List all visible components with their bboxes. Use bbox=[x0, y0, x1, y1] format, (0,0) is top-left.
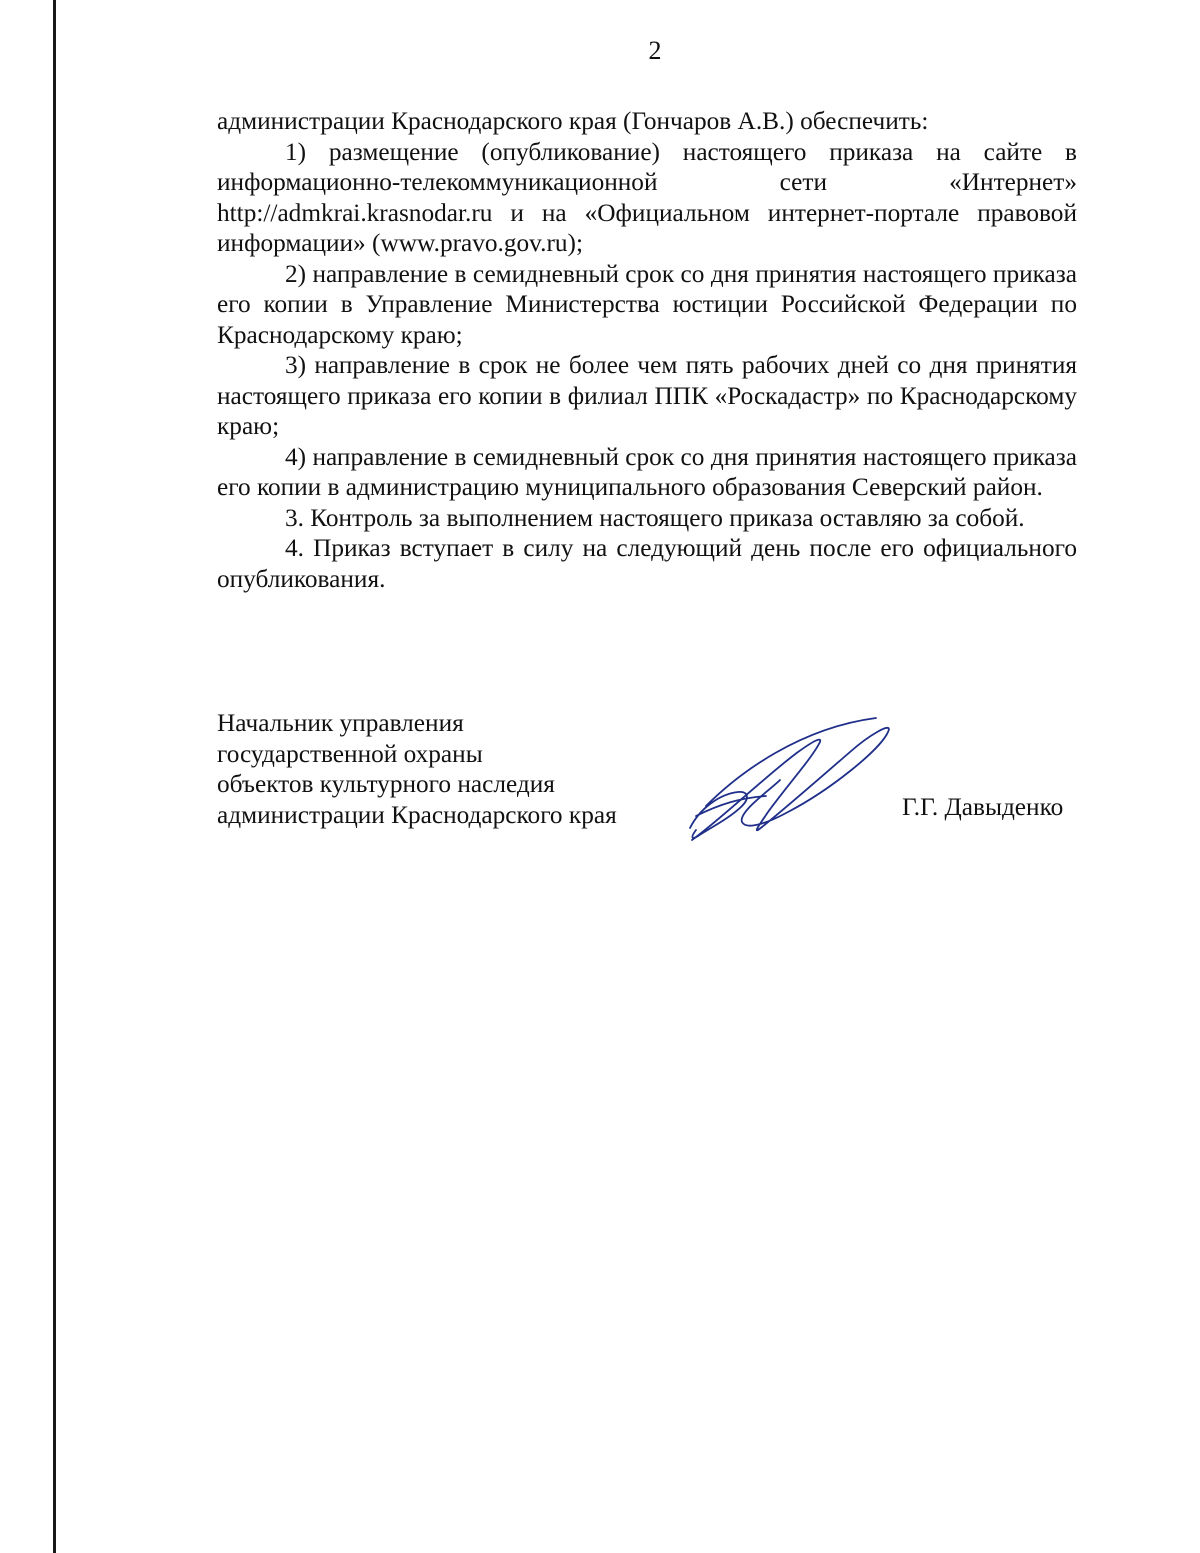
paragraph-item-2: 2) направление в семидневный срок со дня принятия настоящего приказа его копии в Управление Министерства юстиции Российской Федерации по Краснодарскому краю; bbox=[217, 259, 1077, 349]
signer-position-line: государственной охраны bbox=[217, 739, 483, 768]
paragraph-item-1: 1) размещение (опубликование) настоящего приказа на сайте в информационно-телекоммуникационной сети «Интернет» http://admkrai.krasnodar.ru и на «Официальном интернет-портале правовой информации» (www.pravo.gov.ru); bbox=[217, 137, 1077, 257]
signer-position-line: объектов культурного наследия bbox=[217, 770, 555, 798]
signer-name: Г.Г. Давыденко bbox=[902, 793, 1064, 821]
handwritten-signature bbox=[680, 712, 900, 847]
signer-position-line: Начальник управления bbox=[217, 709, 464, 737]
paragraph-item-3: 3) направление в срок не более чем пять рабочих дней со дня принятия настоящего приказа его копии в филиал ППК «Роскадастр» по Краснодарскому краю; bbox=[217, 351, 1077, 440]
paragraph-clause-4: 4. Приказ вступает в силу на следующий день после его официального опубликования. bbox=[217, 534, 1077, 593]
paragraph-continuation: администрации Краснодарского края (Гончаров А.В.) обеспечить: bbox=[217, 107, 929, 135]
paragraph-item-4: 4) направление в семидневный срок со дня принятия настоящего приказа его копии в администрацию муниципального образования Северский район. bbox=[217, 442, 1077, 501]
paragraph-clause-3: 3. Контроль за выполнением настоящего приказа оставляю за собой. bbox=[285, 503, 1025, 532]
signer-position bbox=[217, 708, 617, 830]
document-body bbox=[217, 106, 1077, 594]
scan-edge-line bbox=[53, 0, 56, 1553]
page-number: 2 bbox=[648, 36, 662, 65]
signer-position-line: администрации Краснодарского края bbox=[217, 800, 617, 829]
